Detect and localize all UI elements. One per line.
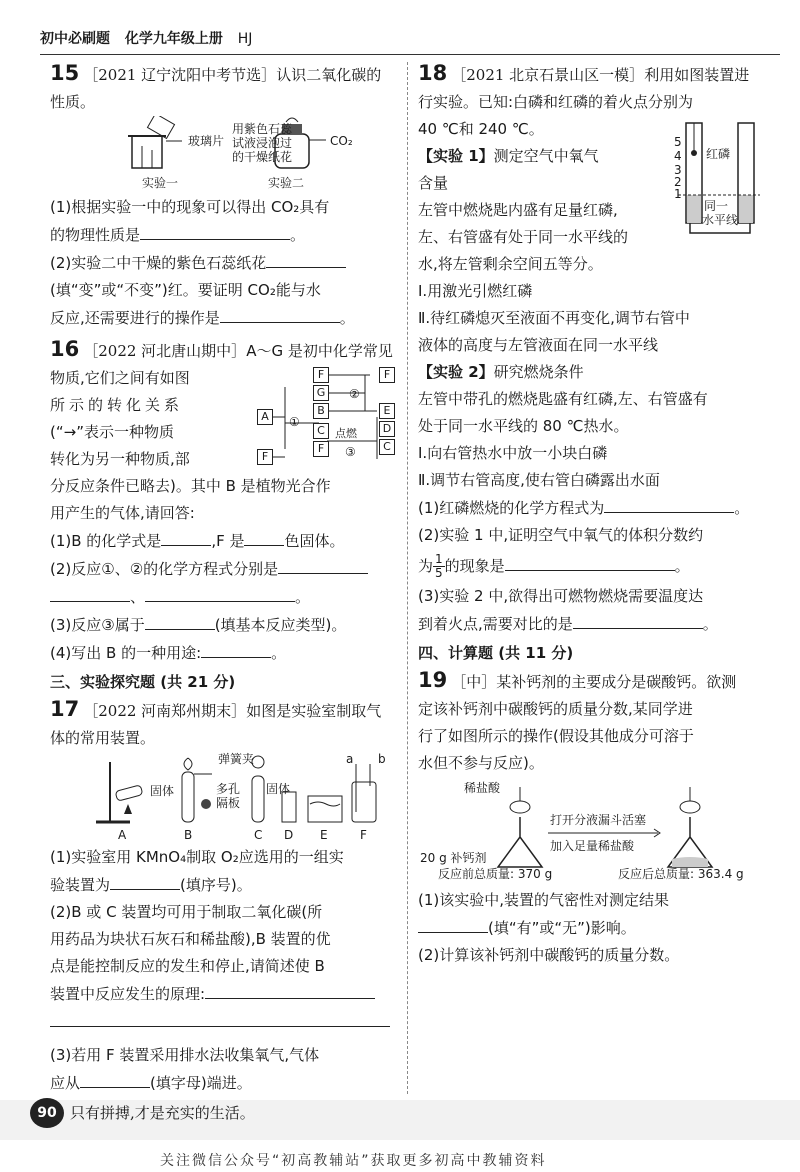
edition-label: HJ	[237, 31, 253, 47]
label-flower-2: 试液浸泡过	[232, 136, 293, 150]
question-part: (1)红磷燃烧的化学方程式为	[418, 499, 605, 517]
page-number: 90	[30, 1098, 64, 1128]
u-tube-drawing	[668, 117, 768, 253]
label-add-acid: 加入足量稀盐酸	[550, 839, 635, 853]
label-hydrochloric-acid: 稀盐酸	[464, 781, 501, 795]
question-part: 到着火点,需要对比的是	[418, 615, 573, 633]
answer-blank[interactable]	[604, 494, 734, 513]
answer-blank[interactable]	[418, 914, 488, 933]
question-stem: 分反应条件已略去)。其中 B 是植物光合作	[50, 477, 331, 495]
question-stem: 40 ℃和 240 ℃。	[418, 120, 544, 138]
question-stem: 定该补钙剂中碳酸钙的质量分数,某同学进	[418, 700, 693, 718]
exp2-title: 【实验 2】	[418, 363, 494, 381]
node-c-right: C	[379, 439, 395, 455]
step: 液体的高度与左管液面在同一水平线	[418, 336, 659, 354]
footer-motto: 只有拼搏,才是充实的生活。	[70, 1104, 255, 1122]
answer-blank[interactable]	[110, 871, 180, 890]
label-same-level-2: 水平线	[702, 213, 739, 227]
node-f-top: F	[313, 367, 329, 383]
node-f-left: F	[257, 449, 273, 465]
label-mass-before: 反应前总质量: 370 g	[438, 867, 553, 881]
question-number: 19	[418, 668, 448, 692]
label-spring-clip: 弹簧夹	[218, 752, 255, 766]
question-stem: 如图是实验室制取气	[246, 702, 382, 720]
question-source: ［2022 河北唐山期中］	[83, 342, 247, 360]
question-stem: 含量	[418, 174, 449, 192]
reaction-1: ①	[289, 415, 300, 429]
section-heading: 四、计算题 (共 11 分)	[418, 644, 574, 662]
question-source: ［2021 辽宁沈阳中考节选］	[83, 66, 277, 84]
reaction-2: ②	[349, 387, 360, 401]
question-stem: 左、右管盛有处于同一水平线的	[418, 228, 629, 246]
question-part: (填字母)端进。	[150, 1074, 252, 1092]
subject-title: 化学九年级上册	[124, 31, 223, 47]
question-part: 验装置为	[50, 876, 111, 894]
question-stem: 物质,它们之间有如图	[50, 369, 190, 387]
label-a: A	[118, 828, 127, 842]
question-number: 18	[418, 61, 448, 85]
node-a: A	[257, 409, 273, 425]
q15-figure	[50, 116, 400, 194]
book-title: 初中必刷题	[40, 31, 110, 47]
step: Ⅱ.调节右管高度,使右管白磷露出水面	[418, 471, 660, 489]
question-18: 18 ［2021 北京石景山区一模］利用如图装置进 行实验。已知:白磷和红磷的着火点分别为 40 ℃和 240 ℃。 【实验 1】测定空气中氧气 含量 左管中燃烧匙内盛有足量红磷, 左、右管盛有处于同一水平线的 5 4 3 2 1 红磷 同一 水平线 水,将左管剩余空间五等分。 Ⅰ.用激光引燃红磷 Ⅱ.待红磷熄灭至液面不再变化,调节右管中 液体的高度与左管液面在同一水平线 【实验 2】研究燃烧条件 左管中带孔的燃烧匙盛有红磷,左、右管盛有 处于同一水平线的 80 ℃热水。 Ⅰ.向右管热水中放一小块白磷 Ⅱ.调节右管高度,使右管白磷露出水面 (1)红磷燃烧的化学方程式为 。 (2)实验 1 中,证明空气中氧气的体积分数约 为 $\frac{1}{5}$ 的现象是 。 (3)实验 2 中,欲得出可燃物燃烧需要温度达 到着火点,需要对比的是 。	[418, 60, 763, 638]
page-header	[40, 28, 780, 55]
answer-blank[interactable]	[161, 527, 211, 546]
label-c: C	[254, 828, 263, 842]
question-stem: 左管中带孔的燃烧匙盛有红磷,左、右管盛有	[418, 390, 708, 408]
step: Ⅱ.待红磷熄灭至液面不再变化,调节右管中	[418, 309, 690, 327]
question-part: 用药品为块状石灰石和稀盐酸),B 装置的优	[50, 930, 331, 948]
question-stem: 性质。	[50, 93, 96, 111]
answer-blank[interactable]	[145, 583, 295, 602]
q15-apparatus-drawing	[50, 116, 400, 194]
node-c: C	[313, 423, 329, 439]
question-part: (2)实验二中干燥的紫色石蕊纸花	[50, 254, 267, 272]
mark-3: 3	[674, 163, 682, 177]
question-part: (填基本反应类型)。	[214, 616, 347, 634]
answer-blank[interactable]	[573, 610, 703, 629]
question-stem: 行实验。已知:白磷和红磷的着火点分别为	[418, 93, 694, 111]
q17-apparatus-figure	[50, 752, 400, 844]
question-stem: 测定空气中氧气	[493, 147, 599, 165]
question-stem: 水,将左管剩余空间五等分。	[418, 255, 603, 273]
question-stem: 处于同一水平线的 80 ℃热水。	[418, 417, 629, 435]
ignite-label: 点燃	[335, 427, 357, 440]
label-flower-3: 的干燥纸花	[232, 150, 293, 164]
question-stem: A～G 是初中化学常见	[246, 342, 393, 360]
question-19	[418, 667, 763, 969]
question-part: (填“变”或“不变”)红。要证明 CO₂能与水	[50, 281, 321, 299]
fraction-denominator: 5	[435, 566, 443, 580]
label-f: F	[360, 828, 367, 842]
question-part: (3)若用 F 装置采用排水法收集氧气,气体	[50, 1046, 320, 1064]
question-stem: 利用如图装置进	[644, 66, 750, 84]
question-stem: 所示的转化关系	[50, 396, 184, 414]
question-number: 15	[50, 61, 80, 85]
fraction-numerator: 1	[435, 552, 443, 566]
question-stem: 用产生的气体,请回答:	[50, 504, 195, 522]
label-e: E	[320, 828, 328, 842]
question-17	[50, 696, 400, 1097]
node-b: B	[313, 403, 329, 419]
right-column	[418, 60, 763, 969]
node-f-right: F	[379, 367, 395, 383]
label-mass-after: 反应后总质量: 363.4 g	[618, 867, 744, 881]
question-part: (填序号)。	[180, 876, 252, 894]
question-source: ［2022 河南郑州期末］	[83, 702, 247, 720]
question-part: (2)反应①、②的化学方程式分别是	[50, 560, 279, 578]
question-part: (2)B 或 C 装置均可用于制取二氧化碳(所	[50, 903, 323, 921]
mark-2: 2	[674, 175, 682, 189]
label-open-stopcock: 打开分液漏斗活塞	[550, 813, 647, 827]
q16-stem-with-figure	[50, 365, 400, 473]
question-part: (3)实验 2 中,欲得出可燃物燃烧需要温度达	[418, 587, 704, 605]
label-b: B	[184, 828, 193, 842]
question-part: 应从	[50, 1074, 81, 1092]
question-number: 17	[50, 697, 80, 721]
question-part: (1)根据实验一中的现象可以得出 CO₂具有	[50, 198, 330, 216]
label-plate: 隔板	[216, 796, 241, 810]
question-stem: 某补钙剂的主要成分是碳酸钙。欲测	[496, 673, 737, 691]
question-part: (1)该实验中,装置的气密性对测定结果	[418, 891, 670, 909]
node-f-mid: F	[313, 441, 329, 457]
section-heading: 三、实验探究题 (共 21 分)	[50, 673, 236, 691]
answer-blank[interactable]	[201, 639, 271, 658]
left-column	[50, 60, 400, 1097]
label-porous: 多孔	[216, 782, 241, 796]
answer-blank[interactable]	[244, 527, 284, 546]
label-d: D	[284, 828, 294, 842]
question-stem: 行了如图所示的操作(假设其他成分可溶于	[418, 727, 694, 745]
answer-blank[interactable]	[278, 555, 368, 574]
answer-blank[interactable]	[505, 552, 675, 571]
question-part: 点是能控制反应的发生和停止,请简述使 B	[50, 957, 325, 975]
q18-u-tube-figure	[668, 117, 768, 253]
question-part: 装置中反应发生的原理:	[50, 985, 206, 1003]
reaction-3: ③	[345, 445, 356, 459]
question-part: 色固体。	[284, 532, 345, 550]
column-divider	[407, 62, 408, 1094]
question-stem: 认识二氧化碳的	[276, 66, 382, 84]
question-stem: (“→”表示一种物质	[50, 423, 174, 441]
question-number: 16	[50, 337, 80, 361]
question-part: (3)反应③属于	[50, 616, 145, 634]
label-experiment-2: 实验二	[268, 176, 305, 190]
q19-flask-figure	[418, 777, 763, 881]
question-source: ［中］	[451, 673, 497, 691]
q18-exp1-with-figure	[418, 135, 763, 251]
answer-blank[interactable]	[50, 1008, 390, 1027]
watermark-text: 关注微信公众号“初高教辅站”获取更多初高中教辅资料	[160, 1153, 547, 1169]
node-e: E	[379, 403, 395, 419]
node-g: G	[313, 385, 329, 401]
mark-4: 4	[674, 149, 682, 163]
label-port-a: a	[346, 752, 354, 766]
label-port-b: b	[378, 752, 386, 766]
question-stem: 左管中燃烧匙内盛有足量红磷,	[418, 201, 618, 219]
label-co2: CO₂	[330, 134, 353, 148]
answer-blank[interactable]	[50, 583, 130, 602]
label-glass-plate: 玻璃片	[188, 134, 225, 148]
question-stem: 水但不参与反应)。	[418, 754, 544, 772]
question-16: 16 ［2022 河北唐山期中］A～G 是初中化学常见 物质,它们之间有如图 所示的转化关系 (“→”表示一种物质 转化为另一种物质,部 A F F G B C F F E D C ① ② 点燃 ③ 分反应条件已略去)。其中 B 是植物光合作 用产生的气体,请回答: (1)B 的化学式是 ,F 是 色固体。 (2)反应①、②的化学方程式分别是 、 。 (3)反应③属于 (填基本反应类型)。 (4)写出 B 的一种用途: 。	[50, 336, 400, 667]
question-part: (1)B 的化学式是	[50, 532, 162, 550]
label-red-phosphorus: 红磷	[706, 147, 731, 161]
question-part: (填“有”或“无”)影响。	[488, 919, 636, 937]
node-d: D	[379, 421, 395, 437]
answer-blank[interactable]	[220, 304, 340, 323]
answer-blank[interactable]	[145, 611, 215, 630]
question-part: 的物理性质是	[50, 226, 141, 244]
label-experiment-1: 实验一	[142, 176, 179, 190]
answer-blank[interactable]	[140, 221, 290, 240]
label-same-level-1: 同一	[704, 199, 729, 213]
label-calcium-supplement: 20 g 补钙剂	[420, 851, 487, 865]
question-stem: 研究燃烧条件	[493, 363, 584, 381]
answer-blank[interactable]	[266, 249, 346, 268]
label-solid-c: 固体	[266, 782, 291, 796]
question-part: 反应,还需要进行的操作是	[50, 309, 220, 327]
fraction-one-fifth	[433, 553, 445, 580]
mark-5: 5	[674, 135, 682, 149]
q16-conversion-diagram	[255, 361, 400, 473]
question-part: (1)实验室用 KMnO₄制取 O₂应选用的一组实	[50, 848, 344, 866]
question-stem: 转化为另一种物质,部	[50, 450, 190, 468]
question-part: 为	[418, 557, 434, 575]
question-part: (2)实验 1 中,证明空气中氧气的体积分数约	[418, 526, 704, 544]
question-part: (4)写出 B 的一种用途:	[50, 644, 202, 662]
question-part: 的现象是	[444, 557, 505, 575]
question-15: 15 ［2021 辽宁沈阳中考节选］认识二氧化碳的 性质。 玻璃片 用紫色石蕊 试液浸泡过 的干燥纸花 CO₂ 实验一 实验二 (1)根据实验一中的现象可以得出 CO₂具有 的物理性质是 。 (2)实验二中干燥的紫色石蕊纸花 (填“变”或“不变”)红。要证明 CO₂能与水 反应,还需要进行的操作是 。	[50, 60, 400, 332]
answer-blank[interactable]	[80, 1069, 150, 1088]
question-part: ,F 是	[211, 532, 245, 550]
label-flower-1: 用紫色石蕊	[232, 122, 293, 136]
answer-blank[interactable]	[205, 980, 375, 999]
step: Ⅰ.用激光引燃红磷	[418, 282, 533, 300]
question-part: (2)计算该补钙剂中碳酸钙的质量分数。	[418, 946, 680, 964]
question-stem: 体的常用装置。	[50, 729, 156, 747]
mark-1: 1	[674, 187, 682, 201]
step: Ⅰ.向右管热水中放一小块白磷	[418, 444, 608, 462]
question-source: ［2021 北京石景山区一模］	[451, 66, 645, 84]
label-solid-b: 固体	[150, 784, 175, 798]
exp1-title: 【实验 1】	[418, 147, 494, 165]
